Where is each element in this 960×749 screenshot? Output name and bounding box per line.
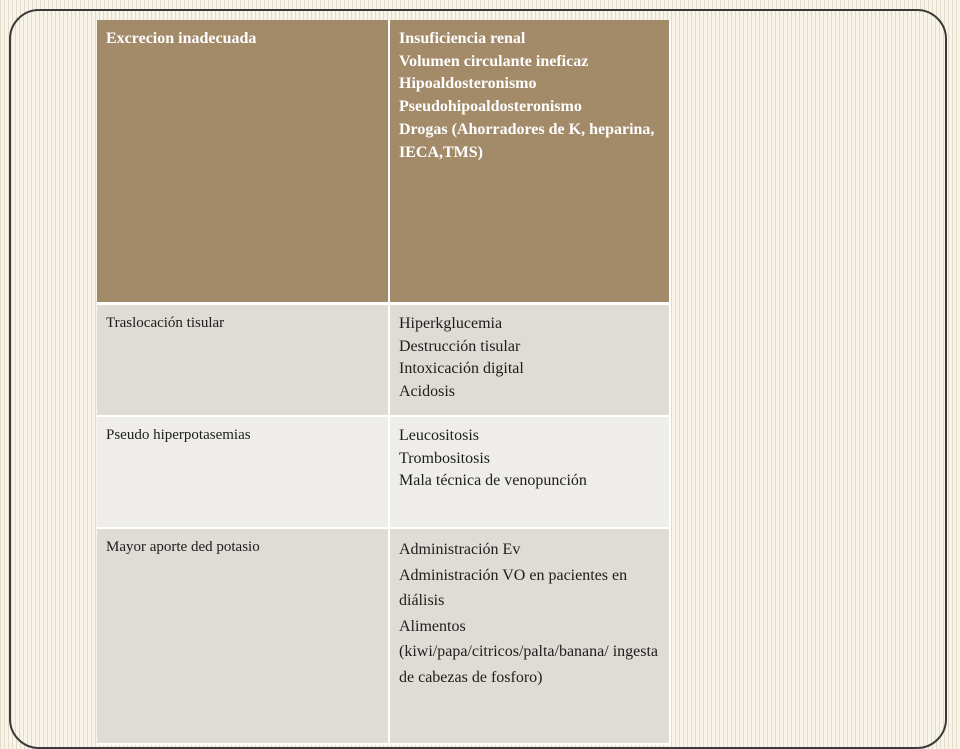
causes-table: [97, 20, 671, 745]
row-label: Excrecion inadecuada: [97, 20, 389, 304]
list-item: Alimentos (kiwi/papa/citricos/palta/banana/ ingesta de cabezas de fosforo): [399, 617, 659, 686]
list-item: Drogas (Ahorradores de K, heparina, IECA,TMS): [399, 120, 655, 161]
list-item: Pseudohipoaldosteronismo: [399, 98, 582, 116]
list-item: Insuficiencia renal: [399, 30, 526, 47]
table-row: [97, 20, 670, 304]
list-item: Administración VO en pacientes en diálisis: [399, 566, 628, 610]
list-item: Hiperkglucemia: [399, 315, 503, 332]
list-item: Volumen circulante ineficaz: [399, 52, 589, 70]
list-item: Hipoaldosteronismo: [399, 75, 537, 93]
list-item: Acidosis: [399, 383, 455, 401]
row-items: [389, 20, 670, 304]
row-items: [389, 528, 670, 744]
row-items: [389, 304, 670, 417]
row-label: Traslocación tisular: [97, 304, 389, 417]
row-label: Mayor aporte ded potasio: [97, 528, 389, 744]
list-item: Trombositosis: [399, 449, 490, 467]
list-item: Administración Ev: [399, 541, 521, 558]
table-row: [97, 416, 670, 528]
list-item: Destrucción tisular: [399, 337, 521, 355]
row-label: Pseudo hiperpotasemias: [97, 416, 389, 528]
table-row: [97, 528, 670, 744]
table-row: [97, 304, 670, 417]
list-item: Mala técnica de venopunción: [399, 472, 587, 490]
row-items: [389, 416, 670, 528]
list-item: Intoxicación digital: [399, 360, 524, 378]
list-item: Leucositosis: [399, 427, 479, 444]
